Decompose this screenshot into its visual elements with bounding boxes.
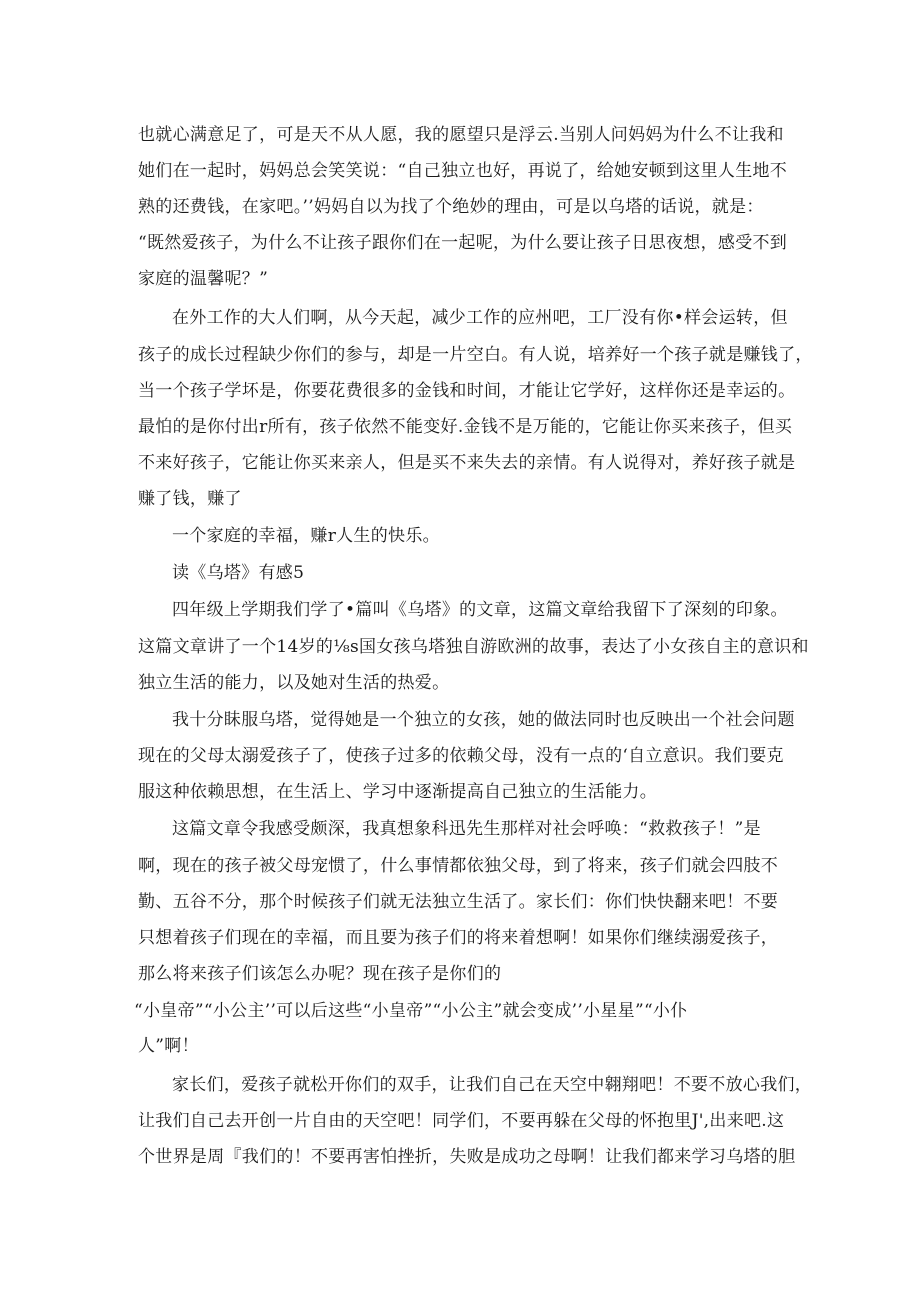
text-line: 独立生活的能力，以及她对生活的热爱。 (138, 673, 450, 693)
text-line: 这篇文章令我感受颇深，我真想象科迅先生那样对社会呼唤：“救救孩子！”是 (172, 819, 761, 839)
text-line: 让我们自己去开创一片自由的天空吧！同学们，不要再躲在父母的怀抱里J',出来吧.这 (138, 1111, 785, 1131)
section-heading: 读《乌塔》有感5 (172, 563, 305, 583)
text-line: 一个家庭的幸福，赚r人生的快乐。 (172, 526, 440, 546)
text-line: 个世界是周『我们的！不要再害怕挫折，失败是成功之母啊！让我们都来学习乌塔的胆 (138, 1147, 796, 1167)
text-line: 在外工作的大人们啊，从今天起，减少工作的应州吧，工厂没有你•样会运转，但 (172, 308, 788, 328)
text-line: 我十分眛服乌塔，觉得她是一个独立的女孩，她的做法同时也反映出一个社会问题 (172, 710, 795, 730)
text-line: 最怕的是你付出r所有，孩子依然不能变好.金钱不是万能的，它能让你买来孩子，但买 (138, 417, 793, 437)
text-line: 只想着孩子们现在的幸福，而且要为孩子们的将来着想啊！如果你们继续溺爱孩子， (138, 928, 779, 948)
text-line: “小皇帝”“小公主’’可以后这些“小皇帝”“小公主”就会变成’’小星星”“小仆 (134, 1001, 688, 1021)
text-line: 家长们，爱孩子就松开你们的双手，让我们自己在天空中翱翔吧！不要不放心我们， (172, 1075, 813, 1095)
text-line: 当一个孩子学坏是，你要花费很多的金钱和时间，才能让它学好，这样你还是幸运的。 (138, 381, 796, 401)
text-line: 也就心满意足了，可是天不从人愿，我的愿望只是浮云.当别人问妈妈为什么不让我和 (138, 125, 784, 145)
text-line: 人”啊！ (138, 1036, 199, 1056)
text-line: 她们在一起时，妈妈总会笑笑说：“自己独立也好，再说了，给她安顿到这里人生地不 (138, 161, 788, 181)
text-line: 四年级上学期我们学了•篇叫《乌塔》的文章，这篇文章给我留下了深刻的印象。 (172, 600, 788, 620)
text-line: 熟的还费钱，在家吧。’’妈妈自以为找了个绝妙的理由，可是以乌塔的话说，就是： (138, 197, 764, 217)
text-line: 家庭的温馨呢？” (138, 269, 269, 289)
text-line: 这篇文章讲了一个14岁的⅛s国女孩乌塔独自游欧洲的故事，表达了小女孩自主的意识和 (138, 637, 809, 657)
text-line: 服这种依赖思想，在生活上、学习中逐渐提高自己独立的生活能力。 (138, 782, 657, 802)
text-line: 那么将来孩子们该怎么办呢？现在孩子是你们的 (138, 964, 502, 984)
text-line: 赚了钱，赚了 (138, 489, 242, 509)
text-line: 勤、五谷不分，那个时候孩子们就无法独立生活了。家长们：你们快快翻来吧！不要 (138, 892, 779, 912)
text-line: “既然爱孩子，为什么不让孩子跟你们在一起呢，为什么要让孩子日思夜想，感受不到 (138, 233, 788, 253)
text-line: 孩子的成长过程缺少你们的参与，却是一片空白。有人说，培养好一个孩子就是赚钱了， (138, 345, 813, 365)
text-line: 现在的父母太溺爱孩子了，使孩子过多的依赖父母，没有一点的‘自立意识。我们要克 (138, 746, 784, 766)
text-line: 啊，现在的孩子被父母宠惯了，什么事情都依独父母，到了将来，孩子们就会四肢不 (138, 856, 779, 876)
text-line: 不来好孩子，它能让你买来亲人，但是买不来失去的亲情。有人说得对，养好孩子就是 (138, 453, 796, 473)
